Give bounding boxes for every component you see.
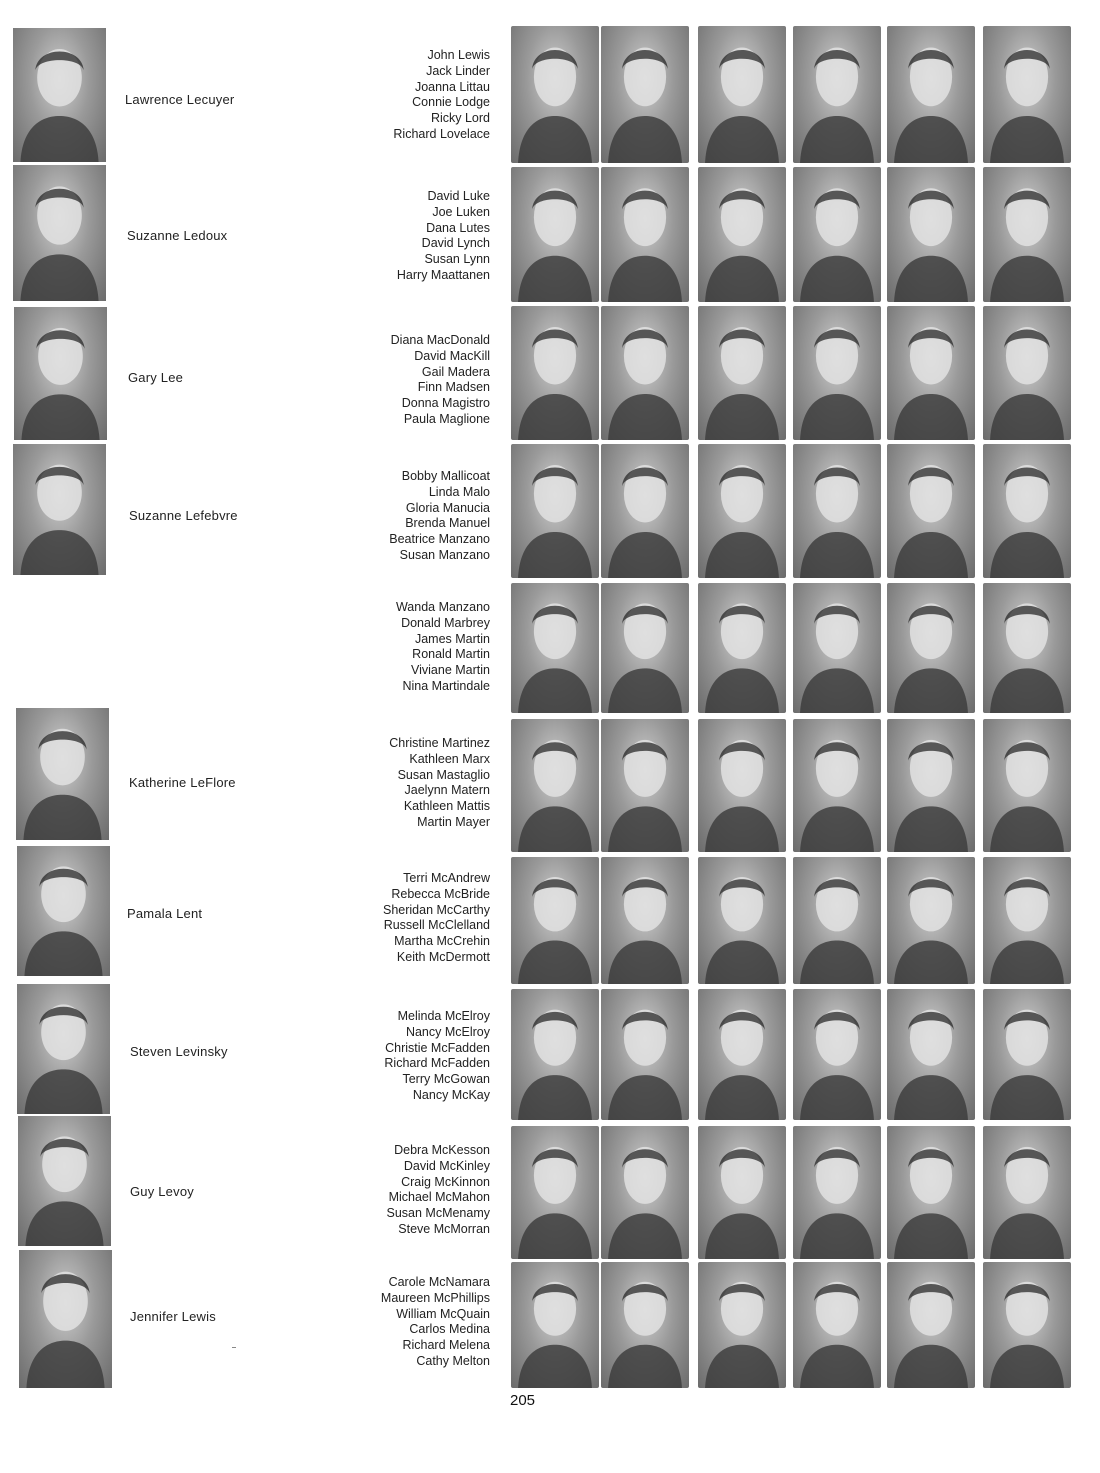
senior-photo-guy-levoy xyxy=(18,1116,111,1246)
student-name: Joanna Littau xyxy=(414,79,490,94)
row-name-list xyxy=(310,600,490,695)
student-name: Viviane Martin xyxy=(411,663,490,678)
student-name: Christine Martinez xyxy=(389,736,490,750)
student-name: Finn Madsen xyxy=(417,380,490,395)
student-portrait xyxy=(887,444,975,578)
student-name: Richard Lovelace xyxy=(393,126,490,141)
student-name: Steve McMorran xyxy=(398,1221,490,1236)
student-portrait xyxy=(511,167,599,302)
student-name: Wanda Manzano xyxy=(395,600,490,614)
student-name: Maureen McPhillips xyxy=(380,1290,490,1305)
student-name: William McQuain xyxy=(396,1306,490,1321)
senior-photo-suzanne-ledoux xyxy=(13,165,106,301)
student-portrait xyxy=(698,306,786,440)
student-name: David Lynch xyxy=(421,236,490,251)
student-portrait xyxy=(887,719,975,852)
senior-photo-lawrence-lecuyer xyxy=(13,28,106,162)
student-portrait xyxy=(601,306,689,440)
student-name: Carlos Medina xyxy=(409,1322,490,1337)
student-portrait xyxy=(511,1126,599,1259)
student-name: David Luke xyxy=(427,189,490,203)
student-portrait xyxy=(983,167,1071,302)
student-portrait xyxy=(511,857,599,984)
student-portrait xyxy=(601,1262,689,1388)
student-portrait xyxy=(698,857,786,984)
student-name: Bobby Mallicoat xyxy=(401,469,490,483)
student-portrait xyxy=(601,26,689,163)
student-name: Jaelynn Matern xyxy=(404,783,490,798)
student-portrait xyxy=(983,26,1071,163)
student-name: Jack Linder xyxy=(426,63,490,78)
student-portrait xyxy=(793,444,881,578)
student-name: Susan McMenamy xyxy=(386,1206,490,1221)
student-name: Paula Maglione xyxy=(403,411,490,426)
student-portrait xyxy=(793,1262,881,1388)
senior-photo-pamala-lent xyxy=(17,846,110,976)
student-name: Susan Manzano xyxy=(399,547,490,562)
student-portrait xyxy=(887,857,975,984)
row-name-list xyxy=(310,871,490,966)
senior-name: Lawrence Lecuyer xyxy=(125,92,235,107)
student-portrait xyxy=(511,444,599,578)
student-name: Carole McNamara xyxy=(388,1275,490,1289)
student-portrait xyxy=(793,719,881,852)
senior-name: Suzanne Ledoux xyxy=(127,228,228,243)
senior-name: Gary Lee xyxy=(128,370,184,385)
student-portrait xyxy=(601,989,689,1120)
row-name-list xyxy=(310,48,490,143)
student-portrait xyxy=(698,583,786,713)
student-name: James Martin xyxy=(414,631,490,646)
student-name: Donna Magistro xyxy=(401,396,490,411)
student-portrait xyxy=(793,1126,881,1259)
student-portrait xyxy=(887,26,975,163)
student-name: Sheridan McCarthy xyxy=(383,902,490,917)
student-name: John Lewis xyxy=(427,48,490,62)
student-name: Kathleen Mattis xyxy=(403,799,490,814)
student-portrait xyxy=(698,26,786,163)
row-name-list xyxy=(310,189,490,284)
student-portrait xyxy=(511,1262,599,1388)
student-name: Donald Marbrey xyxy=(401,615,490,630)
senior-photo-steven-levinsky xyxy=(17,984,110,1114)
student-name: Harry Maattanen xyxy=(396,267,490,282)
senior-photo-gary-lee xyxy=(14,307,107,440)
student-portrait xyxy=(983,306,1071,440)
student-name: Russell McClelland xyxy=(383,918,490,933)
student-name: Ronald Martin xyxy=(412,647,490,662)
student-name: Nina Martindale xyxy=(402,678,490,693)
student-name: Kathleen Marx xyxy=(409,751,490,766)
student-name: Richard McFadden xyxy=(384,1056,490,1071)
student-name: Joe Luken xyxy=(432,204,490,219)
row-name-list xyxy=(310,333,490,428)
student-portrait xyxy=(887,583,975,713)
student-name: Diana MacDonald xyxy=(390,333,490,347)
student-name: Richard Melena xyxy=(402,1338,490,1353)
senior-name: Guy Levoy xyxy=(130,1184,194,1199)
senior-name: Suzanne Lefebvre xyxy=(129,508,238,523)
student-portrait xyxy=(511,719,599,852)
student-portrait xyxy=(887,989,975,1120)
student-portrait xyxy=(511,583,599,713)
student-portrait xyxy=(601,444,689,578)
student-portrait xyxy=(698,719,786,852)
student-name: Nancy McKay xyxy=(412,1087,490,1102)
student-name: Cathy Melton xyxy=(416,1353,490,1368)
student-portrait xyxy=(601,167,689,302)
student-name: Connie Lodge xyxy=(412,95,490,110)
student-name: Terri McAndrew xyxy=(403,871,490,885)
row-name-list xyxy=(310,1143,490,1238)
student-portrait xyxy=(983,719,1071,852)
student-name: Keith McDermott xyxy=(396,949,490,964)
student-name: Martin Mayer xyxy=(417,814,490,829)
student-portrait xyxy=(887,1262,975,1388)
student-portrait xyxy=(698,444,786,578)
senior-name: Steven Levinsky xyxy=(130,1044,228,1059)
student-name: David MacKill xyxy=(414,348,490,363)
student-name: Christie McFadden xyxy=(385,1040,490,1055)
student-portrait xyxy=(983,583,1071,713)
row-name-list xyxy=(310,1009,490,1104)
student-portrait xyxy=(601,857,689,984)
student-name: Gloria Manucia xyxy=(405,500,490,515)
student-portrait xyxy=(887,306,975,440)
page-number: 205 xyxy=(509,1392,536,1409)
row-name-list xyxy=(310,1275,490,1370)
senior-photo-suzanne-lefebvre xyxy=(13,444,106,575)
senior-name: Jennifer Lewis xyxy=(130,1309,216,1324)
student-name: Susan Mastaglio xyxy=(397,767,490,782)
student-name: Ricky Lord xyxy=(430,111,490,126)
stray-mark xyxy=(232,1347,236,1348)
student-name: Craig McKinnon xyxy=(401,1174,490,1189)
student-name: Melinda McElroy xyxy=(397,1009,490,1023)
student-name: Dana Lutes xyxy=(426,220,490,235)
student-portrait xyxy=(793,306,881,440)
student-name: Martha McCrehin xyxy=(394,934,490,949)
student-portrait xyxy=(698,989,786,1120)
senior-photo-jennifer-lewis xyxy=(19,1250,112,1388)
student-portrait xyxy=(793,989,881,1120)
student-portrait xyxy=(793,857,881,984)
student-portrait xyxy=(698,167,786,302)
student-name: Gail Madera xyxy=(421,364,490,379)
student-name: David McKinley xyxy=(403,1158,490,1173)
student-name: Linda Malo xyxy=(428,484,490,499)
student-portrait xyxy=(983,857,1071,984)
student-name: Debra McKesson xyxy=(394,1143,490,1157)
student-portrait xyxy=(983,444,1071,578)
student-portrait xyxy=(983,989,1071,1120)
student-name: Terry McGowan xyxy=(402,1072,490,1087)
student-name: Brenda Manuel xyxy=(405,516,490,531)
student-name: Rebecca McBride xyxy=(391,886,490,901)
student-name: Michael McMahon xyxy=(388,1190,490,1205)
row-name-list xyxy=(310,469,490,564)
student-portrait xyxy=(793,26,881,163)
student-name: Susan Lynn xyxy=(424,252,490,267)
student-portrait xyxy=(698,1262,786,1388)
student-portrait xyxy=(511,306,599,440)
student-portrait xyxy=(887,167,975,302)
student-portrait xyxy=(601,1126,689,1259)
student-portrait xyxy=(698,1126,786,1259)
student-portrait xyxy=(511,989,599,1120)
student-portrait xyxy=(983,1262,1071,1388)
student-portrait xyxy=(983,1126,1071,1259)
student-name: Nancy McElroy xyxy=(405,1024,490,1039)
student-portrait xyxy=(793,583,881,713)
row-name-list xyxy=(310,736,490,831)
senior-name: Pamala Lent xyxy=(127,906,203,921)
student-portrait xyxy=(887,1126,975,1259)
student-portrait xyxy=(601,583,689,713)
senior-photo-katherine-leflore xyxy=(16,708,109,840)
student-name: Beatrice Manzano xyxy=(389,532,490,547)
student-portrait xyxy=(793,167,881,302)
student-portrait xyxy=(511,26,599,163)
senior-name: Katherine LeFlore xyxy=(129,775,236,790)
student-portrait xyxy=(601,719,689,852)
